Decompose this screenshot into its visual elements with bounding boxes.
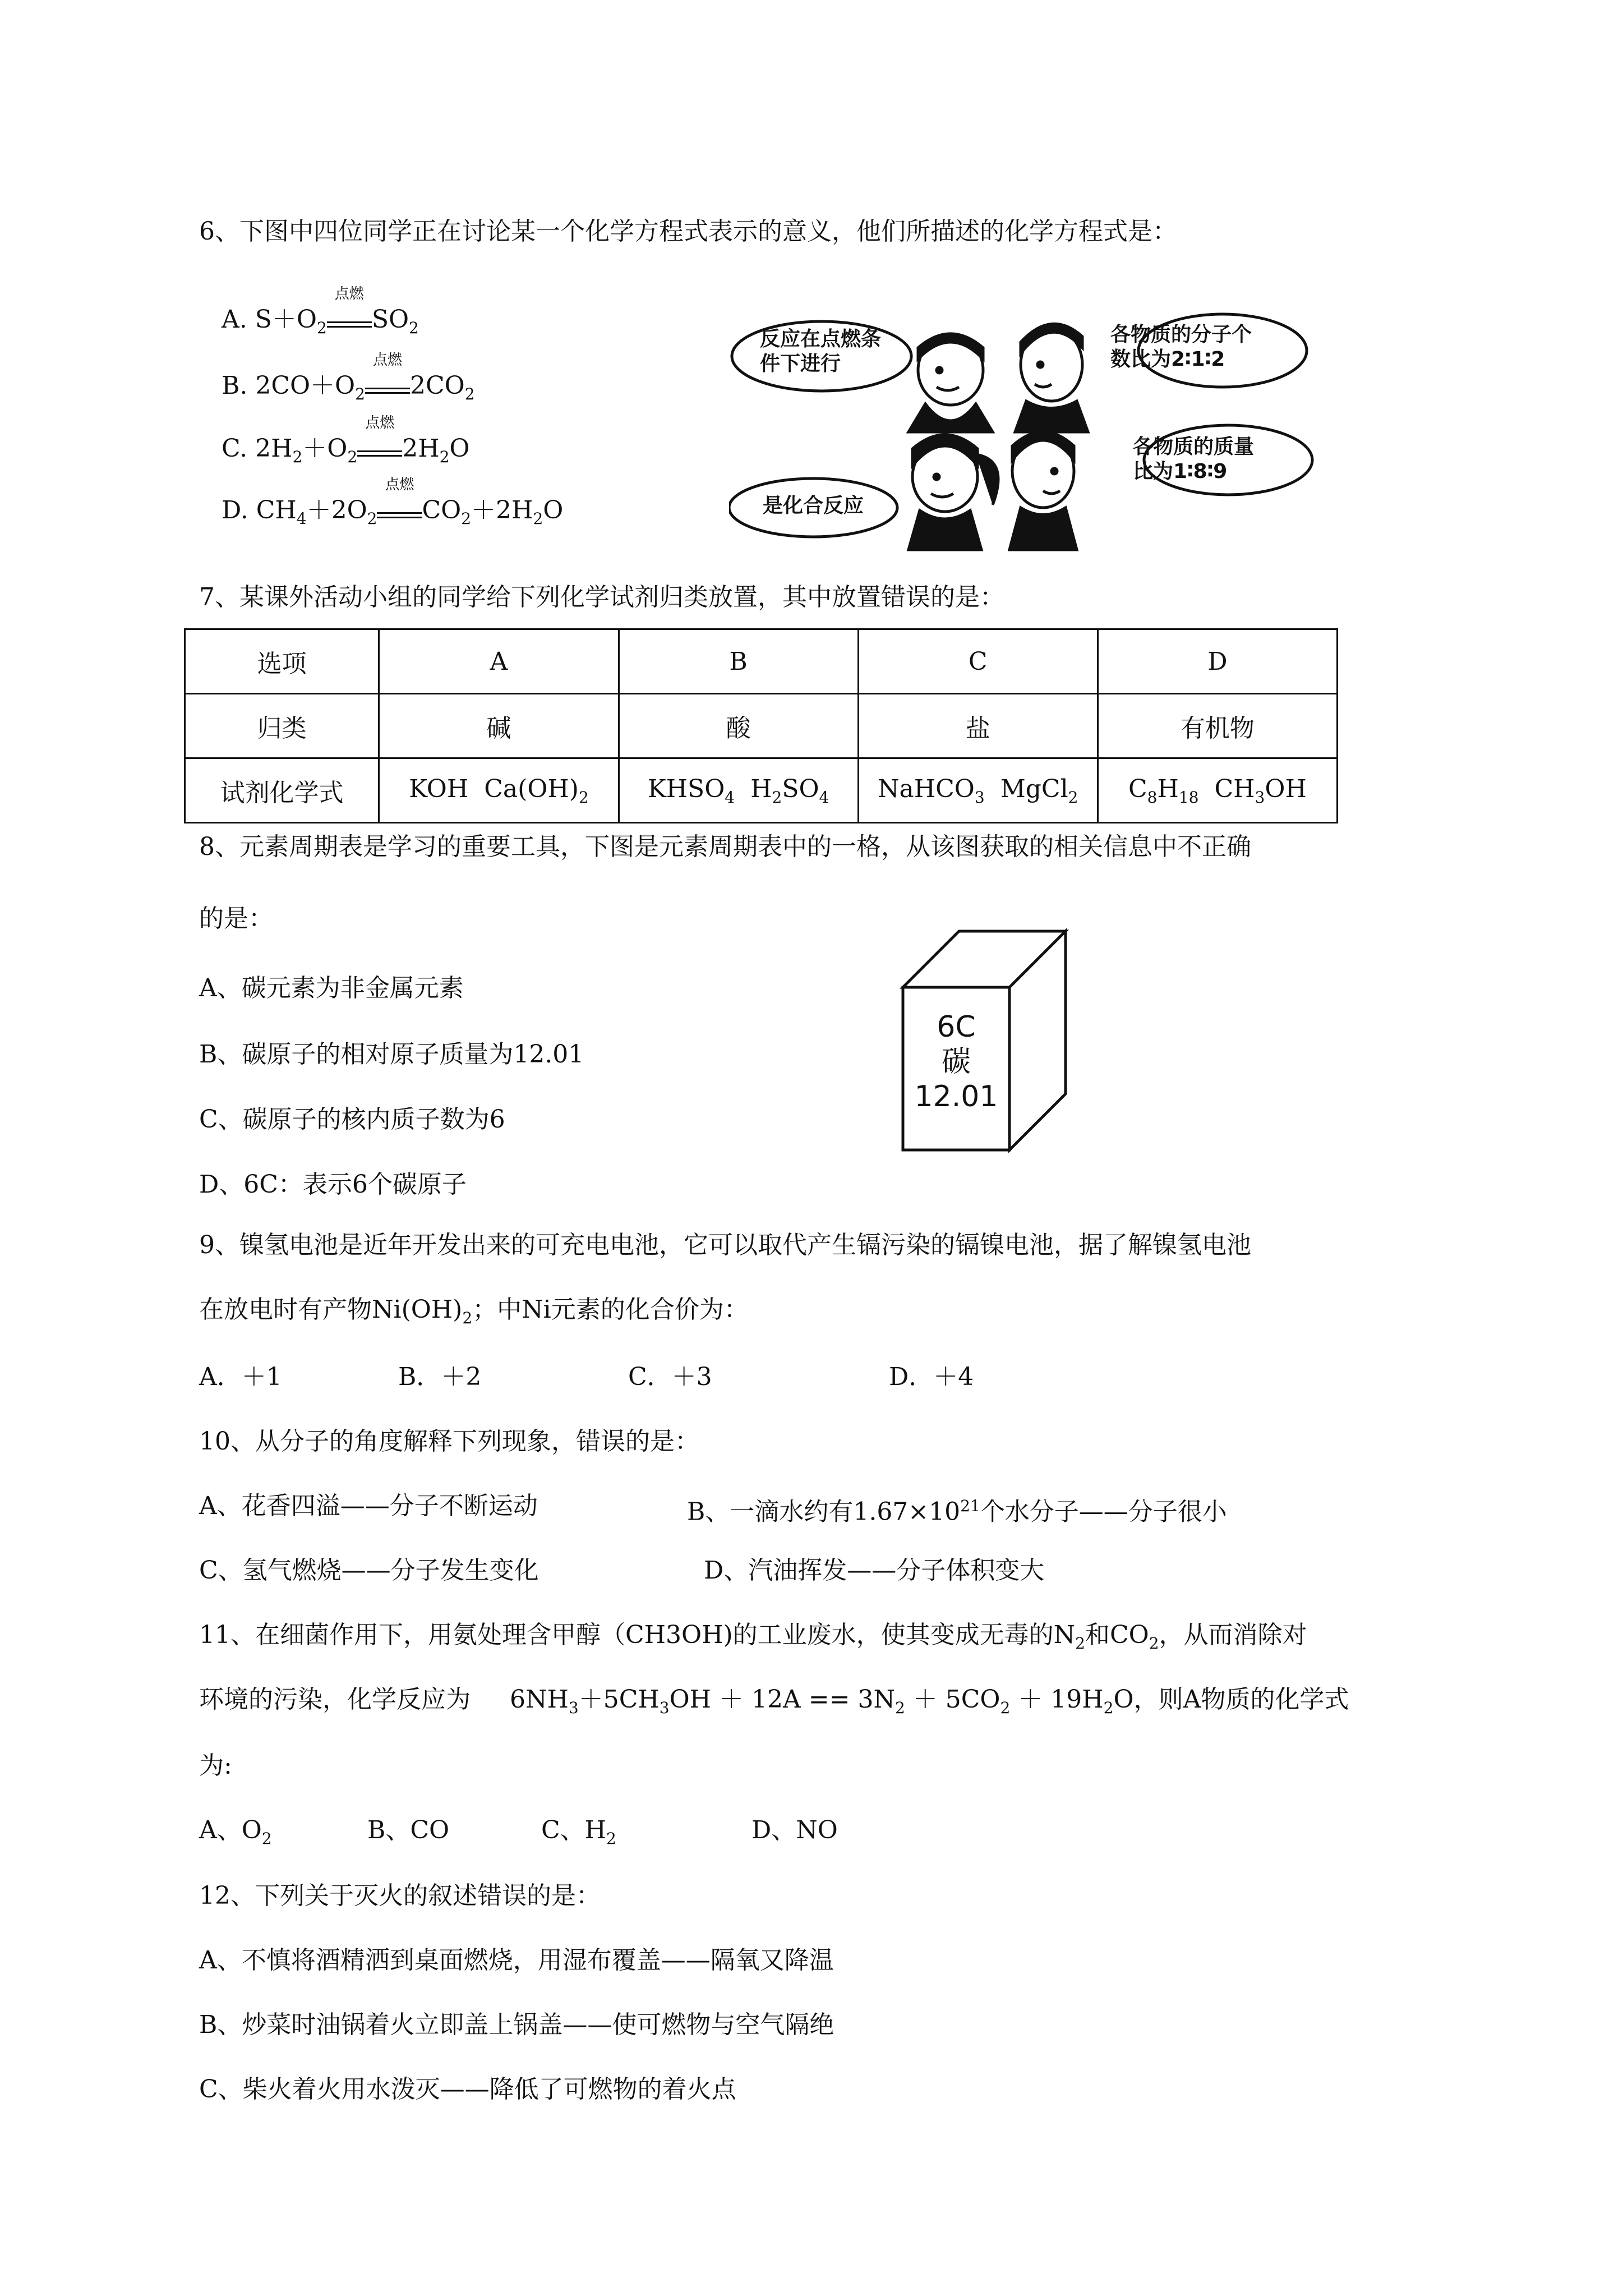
q11-option-c[interactable]: C、$H_2$ xyxy=(541,1816,616,1848)
table-header-cell: 选项 xyxy=(185,629,379,694)
student-1-icon xyxy=(909,334,993,432)
table-cell: $KHSO_4$ $H_2SO_4$ xyxy=(619,758,858,823)
table-cell: NaHCO$_3$ MgCl$_2$ xyxy=(858,758,1098,823)
periodic-cell-text xyxy=(903,1010,1009,1114)
table-header-cell: D xyxy=(1098,629,1337,694)
q9-option-b[interactable]: B．＋2 xyxy=(398,1363,482,1391)
q6-option-d[interactable]: D. $CH_4+2O_2$ 点燃 $CO_2+2H_2O$ xyxy=(222,476,564,528)
bubble-text-4: 是化合反应 xyxy=(763,494,864,517)
q9-option-a[interactable]: A．＋1 xyxy=(199,1363,282,1391)
q6-option-b[interactable]: B. $2CO+O_2$ 点燃 $2CO_2$ xyxy=(222,352,475,403)
q9-option-c[interactable]: C．＋3 xyxy=(628,1363,712,1391)
q12-option-a[interactable]: A、不慎将酒精洒到桌面燃烧，用湿布覆盖——隔氧又降温 xyxy=(199,1946,834,1975)
q11-equation: $6NH_3+5CH_3OH + 12A == 3N_2 + 5CO_2 + 19H_2O$ xyxy=(510,1685,1134,1717)
q8-stem-line2: 的是： xyxy=(199,904,273,933)
q10-option-b[interactable]: B、一滴水约有$1.67\times 10^{21}$个水分子——分子很小 xyxy=(687,1497,1227,1526)
table-cell: 试剂化学式 xyxy=(185,758,379,823)
bubble-text-3: 各物质的质量比为1∶8∶9 xyxy=(1133,435,1255,483)
q12-stem: 12、下列关于灭火的叙述错误的是： xyxy=(199,1881,601,1910)
table-cell: 酸 xyxy=(619,694,858,758)
q10-option-a[interactable]: A、花香四溢——分子不断运动 xyxy=(199,1492,538,1520)
q11-option-a[interactable]: A、$O_2$ xyxy=(199,1816,272,1848)
q6-option-a[interactable]: A. $S+O_2$ 点燃 $SO_2$ xyxy=(222,286,419,337)
q11-stem-line1: 11、在细菌作用下，用氨处理含甲醇（CH3OH)的工业废水，使其变成无毒的$N_2$和$CO_2$，从而消除对 xyxy=(199,1621,1307,1653)
q8-option-d[interactable]: D、6C：表示6个碳原子 xyxy=(199,1170,467,1199)
q11-option-d[interactable]: D、NO xyxy=(751,1816,838,1844)
q10-stem: 10、从分子的角度解释下列现象，错误的是： xyxy=(199,1427,699,1456)
q8-stem-line1: 8、元素周期表是学习的重要工具，下图是元素周期表中的一格，从该图获取的相关信息中不正确 xyxy=(199,832,1251,861)
student-4-icon xyxy=(1009,432,1077,550)
q8-option-a[interactable]: A、碳元素为非金属元素 xyxy=(199,974,464,1002)
q11-option-b[interactable]: B、CO xyxy=(367,1816,450,1844)
q6-option-c[interactable]: C. $2H_2+O_2$ 点燃 $2H_2O$ xyxy=(222,415,470,466)
table-row xyxy=(185,694,1338,758)
table-header-cell: C xyxy=(858,629,1098,694)
element-symbol: 6C xyxy=(937,1010,976,1044)
table-cell: 盐 xyxy=(858,694,1098,758)
q10-option-d[interactable]: D、汽油挥发——分子体积变大 xyxy=(704,1556,1045,1585)
q7-table xyxy=(184,628,1338,823)
bubble-text-2: 各物质的分子个数比为2∶1∶2 xyxy=(1110,323,1252,371)
q11-stem-line2: 环境的污染，化学反应为 $6NH_3+5CH_3OH + 12A == 3N_2 + 5CO_2 + 19H_2O$，则A物质的化学式 xyxy=(199,1685,1349,1717)
table-cell: 碱 xyxy=(379,694,619,758)
table-row xyxy=(185,758,1338,823)
element-mass: 12.01 xyxy=(914,1080,998,1114)
table-cell: $C_8H_{18}$ $CH_3OH$ xyxy=(1098,758,1337,823)
q8-option-c[interactable]: C、碳原子的核内质子数为6 xyxy=(199,1105,505,1134)
q12-option-b[interactable]: B、炒菜时油锅着火立即盖上锅盖——使可燃物与空气隔绝 xyxy=(199,2010,834,2039)
q12-option-c[interactable]: C、柴火着火用水泼灭——降低了可燃物的着火点 xyxy=(199,2075,736,2104)
table-cell: 有机物 xyxy=(1098,694,1337,758)
q10-option-c[interactable]: C、氢气燃烧——分子发生变化 xyxy=(199,1556,539,1585)
q6-stem: 6、下图中四位同学正在讨论某一个化学方程式表示的意义，他们所描述的化学方程式是： xyxy=(199,217,1177,246)
q7-stem: 7、某课外活动小组的同学给下列化学试剂归类放置，其中放置错误的是： xyxy=(199,583,1004,611)
table-row xyxy=(185,629,1338,694)
q9-option-d[interactable]: D．＋4 xyxy=(889,1363,974,1391)
table-header-cell: A xyxy=(379,629,619,694)
table-cell: 归类 xyxy=(185,694,379,758)
table-cell: KOH $Ca(OH)_2$ xyxy=(379,758,619,823)
student-3-icon xyxy=(909,435,998,550)
q8-option-b[interactable]: B、碳原子的相对原子质量为12.01 xyxy=(199,1040,584,1069)
element-name: 碳 xyxy=(941,1045,971,1079)
bubble-text-1: 反应在点燃条件下进行 xyxy=(760,328,882,375)
q9-stem-line2: 在放电时有产物$Ni(OH)_2$；中Ni元素的化合价为： xyxy=(199,1295,749,1327)
q9-stem-line1: 9、镍氢电池是近年开发出来的可充电电池，它可以取代产生镉污染的镉镍电池，据了解镍氢电池 xyxy=(199,1231,1251,1259)
table-header-cell: B xyxy=(619,629,858,694)
student-2-icon xyxy=(1015,324,1088,432)
q11-stem-line3: 为: xyxy=(199,1751,232,1780)
